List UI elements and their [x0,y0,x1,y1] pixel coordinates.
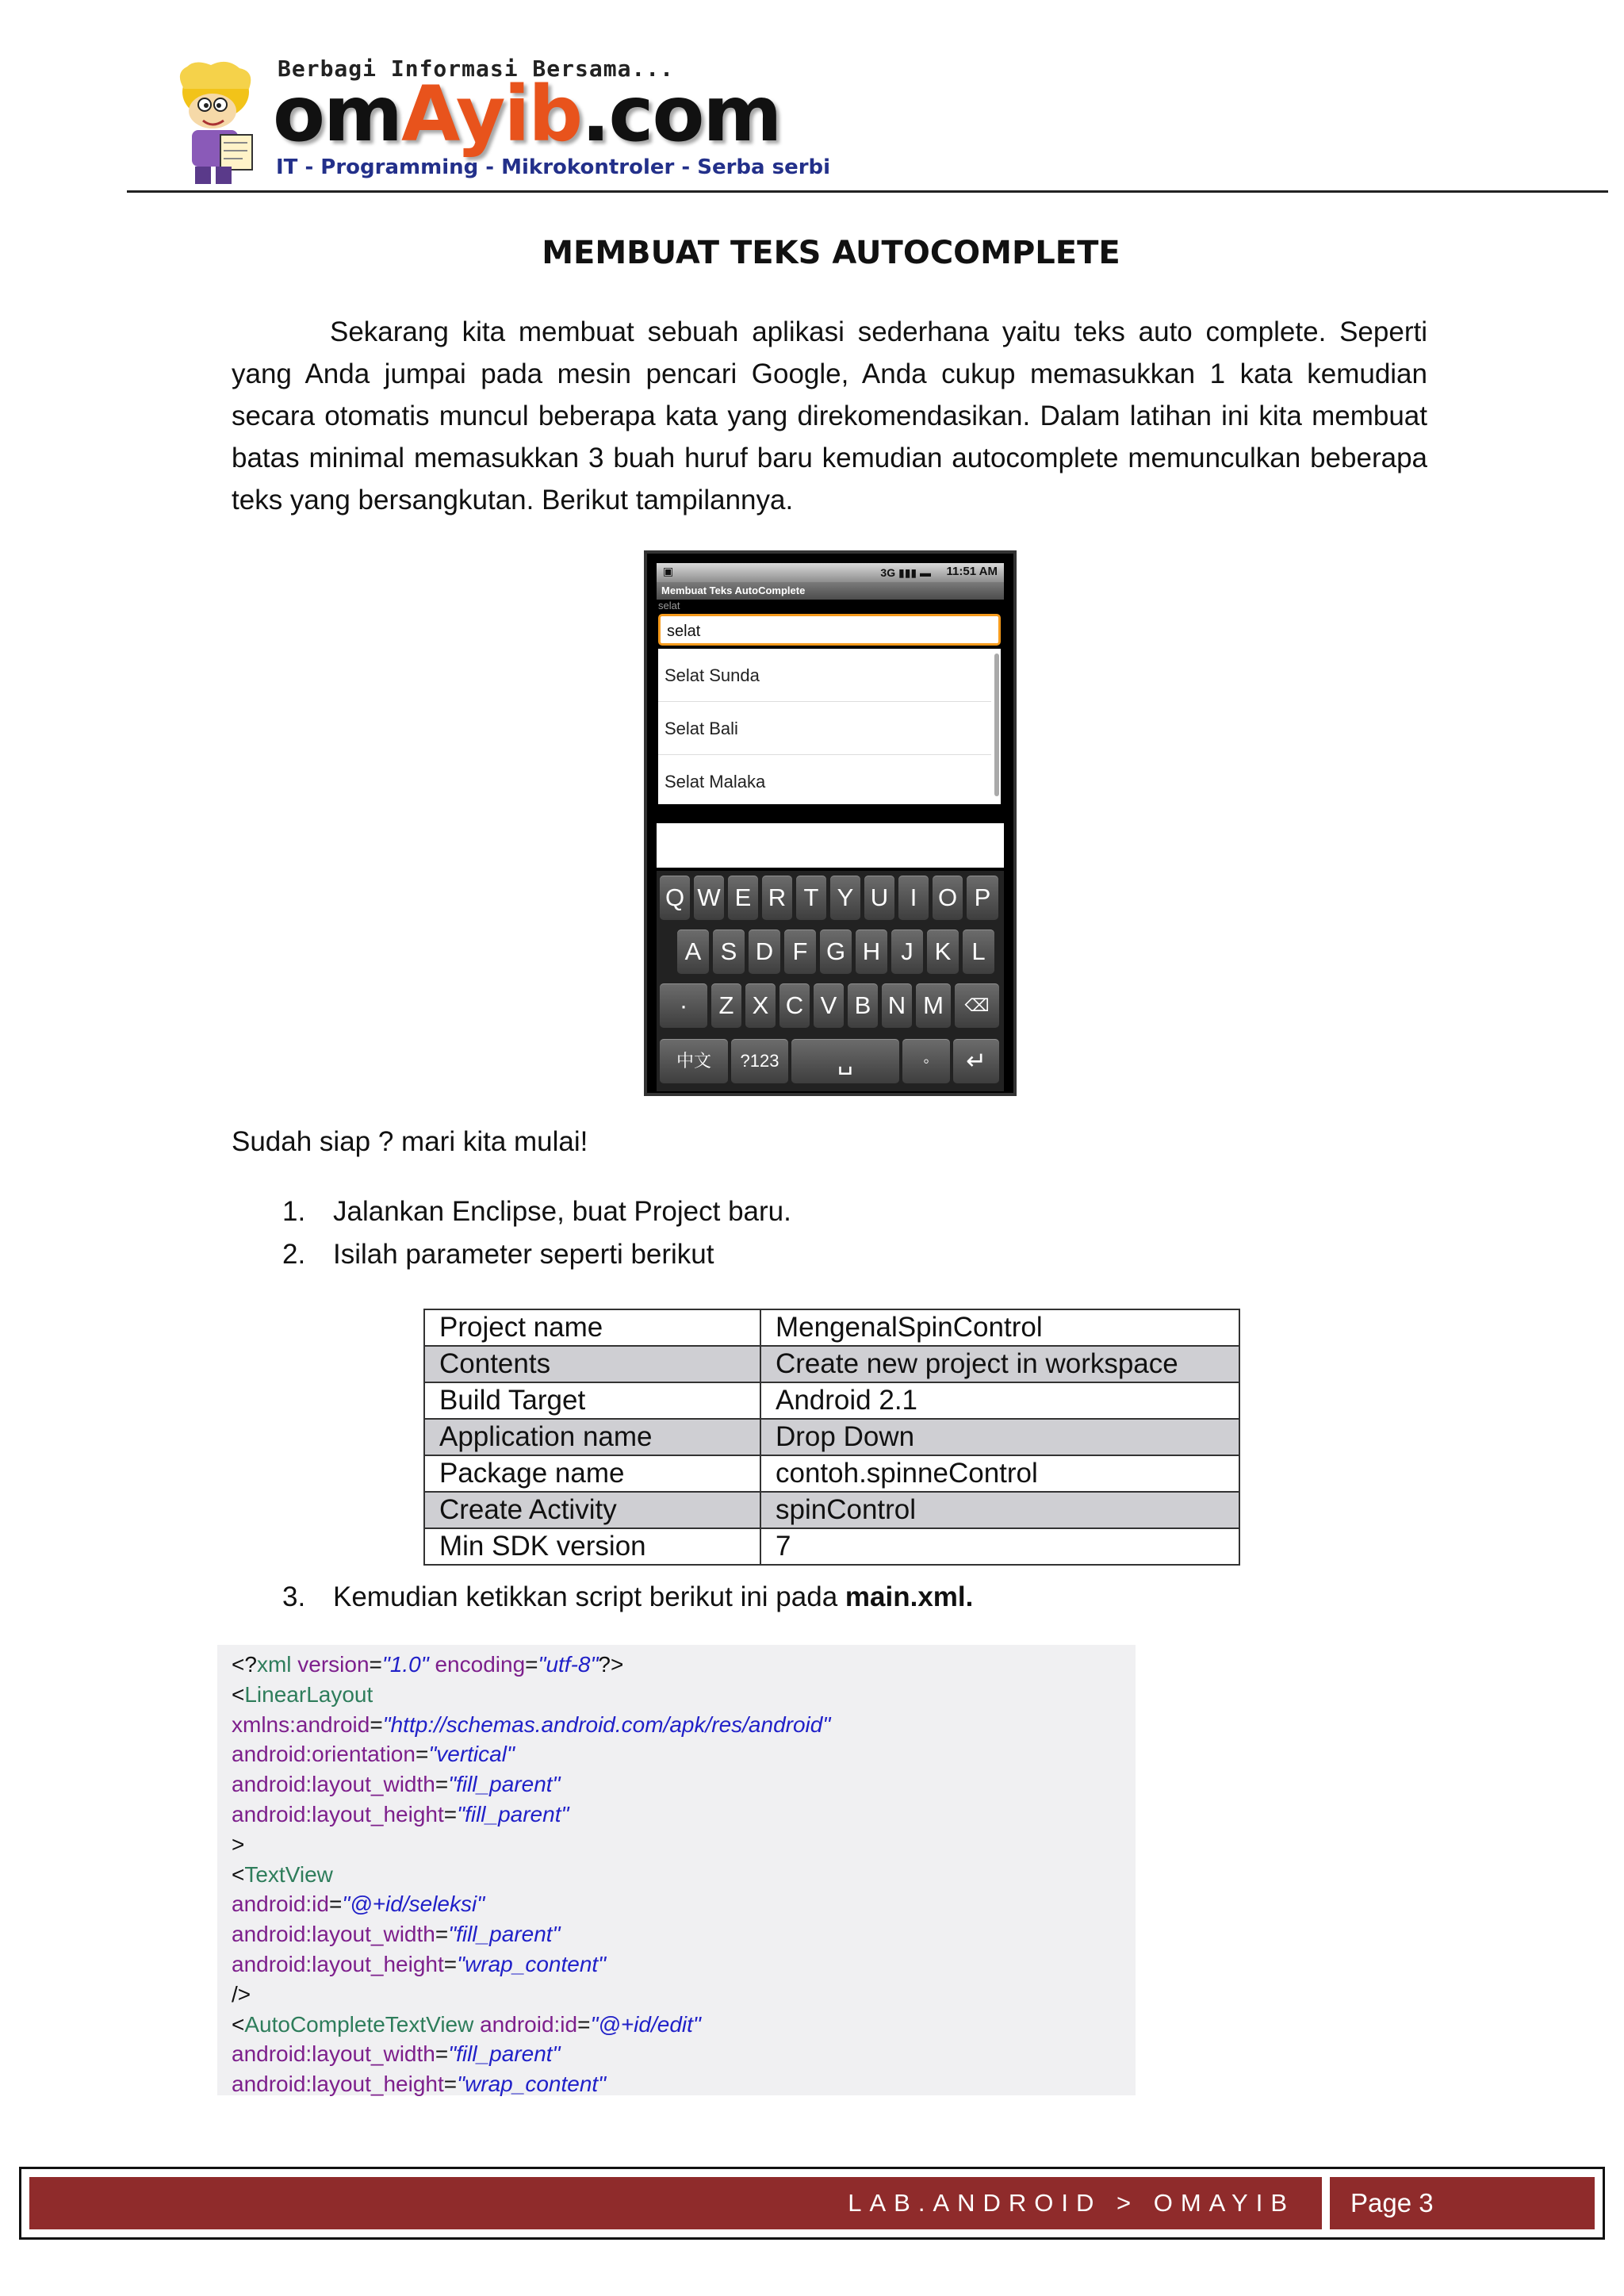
table-key: Contents [424,1346,760,1382]
blank-area [657,823,1004,868]
code-token: "fill_parent" [457,1801,569,1826]
key[interactable]: K [927,930,959,974]
key[interactable]: W [694,876,724,920]
key[interactable]: O [933,876,963,920]
key[interactable]: A [677,930,709,974]
list-number: 1. [282,1196,306,1227]
key[interactable]: I [898,876,929,920]
file-name: main.xml. [845,1581,974,1612]
status-time: 11:51 AM [946,565,998,578]
code-token: = [435,1772,449,1797]
table-value: contoh.spinneControl [760,1455,1239,1492]
soft-keyboard [657,871,1004,1091]
key[interactable]: Z [711,983,741,1028]
code-token: android:orientation [232,1742,416,1767]
code-token: "@+id/edit" [590,2011,701,2037]
key[interactable]: L [963,930,994,974]
code-line [232,1889,1121,1919]
code-token: <? [232,1652,257,1677]
page-title: MEMBUAT TEKS AUTOCOMPLETE [542,235,1120,271]
language-key[interactable]: 中文 [660,1039,728,1083]
code-token: ?> [598,1652,624,1677]
code-token: "fill_parent" [448,1922,561,1947]
code-line [232,2069,1121,2099]
code-token: android:layout_height [232,1951,444,1976]
signal-battery-icon: 3G ▮▮▮ ▬ [880,566,931,579]
code-token: < [232,2011,245,2037]
table-key: Create Activity [424,1492,760,1528]
logo-suffix: .com [581,70,781,159]
code-line [232,1680,1121,1710]
code-line [232,1739,1121,1769]
code-token: android:layout_width [232,1922,435,1947]
code-token: = [443,2072,458,2097]
suggestion-item[interactable]: Selat Sunda [658,649,991,702]
android-screenshot [644,550,1017,1096]
parameter-table [423,1309,1240,1566]
suggestion-item[interactable]: Selat Malaka [665,772,766,792]
code-token: = [415,1742,429,1767]
code-token: "fill_parent" [448,2041,561,2067]
table-row [424,1455,1239,1492]
code-token: = [328,1892,343,1917]
logo-prefix: om [273,70,401,159]
header-divider [127,190,1608,193]
table-row [424,1309,1239,1346]
header-subtitle: IT - Programming - Mikrokontroler - Serba serbi [276,155,831,179]
key[interactable]: J [891,930,923,974]
notification-icon: ▣ [663,565,674,577]
code-token: = [370,1711,383,1737]
list-text: Isilah parameter seperti berikut [333,1239,714,1270]
dropdown-scrollbar[interactable] [994,654,999,796]
code-token: "wrap_content" [457,2072,607,2097]
key[interactable]: G [820,930,852,974]
code-token: android:layout_height [232,1801,444,1826]
code-token: encoding [428,1652,526,1677]
table-key: Build Target [424,1382,760,1419]
code-block [217,1645,1136,2095]
table-row [424,1346,1239,1382]
code-line [232,1650,1121,1680]
code-token: TextView [244,1861,333,1887]
table-key: Package name [424,1455,760,1492]
table-key: Project name [424,1309,760,1346]
code-line [232,1919,1121,1949]
code-line [232,2010,1121,2040]
list-number: 3. [282,1581,306,1612]
table-row [424,1528,1239,1565]
key[interactable]: D [749,930,780,974]
key[interactable]: H [856,930,887,974]
footer [19,2167,1605,2240]
list-number: 2. [282,1239,306,1270]
code-token: "@+id/seleksi" [342,1892,485,1917]
code-token: "http://schemas.android.com/apk/res/android" [382,1711,831,1737]
site-logo[interactable] [273,70,781,159]
key[interactable]: V [814,983,844,1028]
code-token: "1.0" [381,1652,429,1677]
delete-key-icon[interactable]: ⌫ [955,983,999,1028]
code-token: android:layout_width [232,2041,435,2067]
code-line [232,1710,1121,1740]
header-tagline: Berbagi Informasi Bersama... [278,56,675,82]
table-value: 7 [760,1528,1239,1565]
table-value: Create new project in workspace [760,1346,1239,1382]
list-text [333,1581,973,1613]
suggestion-item[interactable]: Selat Bali [658,702,991,755]
key[interactable]: F [784,930,816,974]
code-token: < [232,1681,245,1707]
code-token: android:id [232,1892,329,1917]
key[interactable]: E [728,876,758,920]
key[interactable]: R [762,876,792,920]
table-key: Application name [424,1419,760,1455]
table-value: spinControl [760,1492,1239,1528]
code-token: = [369,1652,382,1677]
status-bar [657,563,1004,582]
code-token: > [232,1831,245,1857]
code-token: android:id [473,2011,578,2037]
intro-paragraph: Sekarang kita membuat sebuah aplikasi sederhana yaitu teks auto complete. Seperti yang Anda jumpai pada mesin pencari Google, Anda cukup memasukkan 1 kata kemudian secara otomatis muncul beberapa kata yang direkomendasikan. Dalam latihan ini kita membuat batas minimal memasukkan 3 buah huruf baru kemudian autocomplete memunculkan beberapa teks yang bersangkutan. Berikut tampilannya. [232,316,1427,516]
code-line [232,2039,1121,2069]
key[interactable]: Q [660,876,690,920]
table-value: Drop Down [760,1419,1239,1455]
code-token: < [232,1861,245,1887]
footer-bar [29,2177,1322,2229]
key[interactable]: Y [830,876,860,920]
table-value: MengenalSpinControl [760,1309,1239,1346]
code-token: "utf-8" [538,1652,599,1677]
code-token: /> [232,1981,251,2007]
symbols-key[interactable]: ?123 [731,1039,788,1083]
footer-page-box [1330,2177,1595,2229]
logo-highlight: Ayib [400,70,582,159]
code-line [232,1830,1121,1860]
key[interactable]: B [848,983,878,1028]
code-line [232,1949,1121,1980]
code-token: = [435,2041,449,2067]
footer-label: LAB.ANDROID > OMAYIB [848,2189,1295,2217]
list-text-plain: Kemudian ketikkan script berikut ini pada [333,1581,845,1612]
code-token: android:layout_height [232,2072,444,2097]
key[interactable]: X [745,983,776,1028]
code-token: = [443,1951,458,1976]
code-token: = [435,1922,449,1947]
code-token: LinearLayout [244,1681,373,1707]
code-token: AutoCompleteTextView [244,2011,474,2037]
autocomplete-dropdown [658,649,1001,804]
table-row [424,1419,1239,1455]
code-token: = [443,1801,458,1826]
code-line [232,1769,1121,1800]
code-token: = [577,2011,591,2037]
punctuation-key[interactable]: ◦ [902,1039,950,1083]
autocomplete-input[interactable]: selat [658,614,1001,646]
code-token: version [291,1652,370,1677]
code-line [232,1800,1121,1830]
page-number: Page 3 [1350,2188,1434,2217]
list-text: Jalankan Enclipse, buat Project baru. [333,1196,791,1227]
app-title-bar: Membuat Teks AutoComplete [657,582,1004,600]
code-line [232,1980,1121,2010]
ready-text: Sudah siap ? mari kita mulai! [232,1126,588,1157]
code-token: "vertical" [428,1742,515,1767]
key[interactable]: S [713,930,745,974]
key[interactable]: N [882,983,912,1028]
key[interactable]: M [916,983,951,1028]
key[interactable]: P [967,876,998,920]
code-token: xml [256,1652,292,1677]
code-token: "wrap_content" [457,1951,607,1976]
space-key[interactable]: ␣ [791,1039,899,1083]
key[interactable]: U [864,876,894,920]
code-token: "fill_parent" [448,1772,561,1797]
table-row [424,1492,1239,1528]
key[interactable]: T [796,876,826,920]
table-value: Android 2.1 [760,1382,1239,1419]
key[interactable]: · [660,983,707,1028]
code-token: = [525,1652,538,1677]
code-line [232,1860,1121,1890]
table-row [424,1382,1239,1419]
enter-key-icon[interactable]: ↵ [953,1039,999,1083]
table-key: Min SDK version [424,1528,760,1565]
mascot-logo-icon [163,57,274,188]
code-token: android:layout_width [232,1772,435,1797]
selection-textview: selat [658,600,680,611]
key[interactable]: C [779,983,810,1028]
code-token: xmlns:android [232,1711,370,1737]
